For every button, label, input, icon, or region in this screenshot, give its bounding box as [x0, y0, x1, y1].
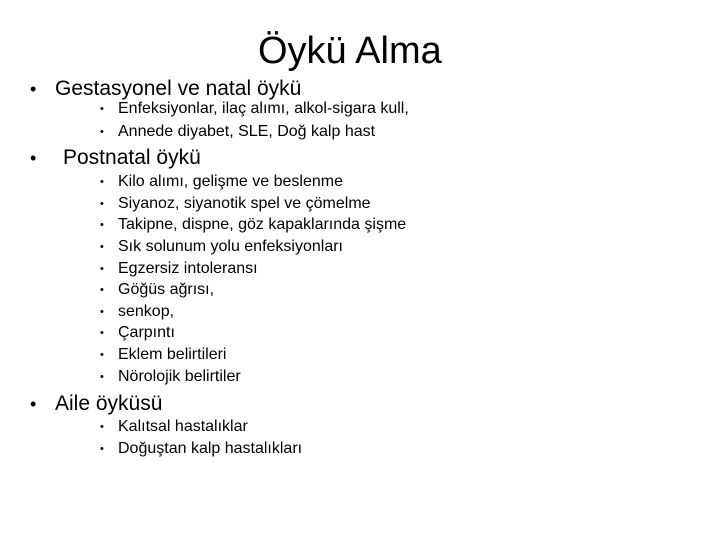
list-item-text: Kalıtsal hastalıklar — [118, 418, 248, 435]
list-item — [100, 215, 406, 235]
list-item — [100, 302, 174, 322]
bullet-icon: • — [30, 394, 37, 414]
list-item-text: senkop, — [118, 303, 175, 320]
list-item-text: Kilo alımı, gelişme ve beslenme — [118, 173, 343, 190]
list-item — [100, 323, 175, 343]
list-item-text: Sık solunum yolu enfeksiyonları — [118, 238, 343, 255]
list-item — [100, 417, 248, 437]
bullet-icon: • — [100, 103, 104, 115]
list-item-text: Doğuştan kalp hastalıkları — [118, 440, 303, 457]
section-heading-text: Gestasyonel ve natal öykü — [55, 77, 302, 100]
bullet-icon: • — [100, 126, 104, 138]
list-item — [100, 194, 371, 214]
list-item-text: Egzersiz intoleransı — [118, 260, 258, 277]
section-heading-text: Aile öyküsü — [55, 392, 163, 415]
section-heading-family — [30, 391, 162, 417]
bullet-icon: • — [100, 241, 104, 253]
bullet-icon: • — [100, 327, 104, 339]
bullet-icon: • — [100, 371, 104, 383]
bullet-icon: • — [100, 198, 104, 210]
section-heading-postnatal — [30, 145, 201, 171]
list-item — [100, 172, 343, 192]
bullet-icon: • — [100, 349, 104, 361]
list-item — [100, 280, 214, 300]
bullet-icon: • — [30, 79, 37, 99]
list-item-text: Siyanoz, siyanotik spel ve çömelme — [118, 195, 371, 212]
list-item — [100, 367, 241, 387]
list-item — [100, 237, 343, 257]
list-item-text: Enfeksiyonlar, ilaç alımı, alkol-sigara kull, — [118, 100, 409, 117]
bullet-icon: • — [100, 306, 104, 318]
bullet-icon: • — [100, 176, 104, 188]
bullet-icon: • — [100, 284, 104, 296]
list-item-text: Nörolojik belirtiler — [118, 368, 241, 385]
bullet-icon: • — [100, 263, 104, 275]
list-item-text: Çarpıntı — [118, 324, 175, 341]
list-item — [100, 259, 258, 279]
bullet-icon: • — [100, 219, 104, 231]
bullet-icon: • — [100, 443, 104, 455]
list-item-text: Takipne, dispne, göz kapaklarında şişme — [118, 216, 407, 233]
list-item — [100, 99, 409, 119]
slide-title: Öykü Alma — [258, 30, 442, 72]
list-item — [100, 439, 302, 459]
list-item — [100, 345, 226, 365]
list-item — [100, 122, 375, 142]
bullet-icon: • — [30, 148, 37, 168]
list-item-text: Eklem belirtileri — [118, 346, 227, 363]
bullet-icon: • — [100, 421, 104, 433]
section-heading-text: Postnatal öykü — [63, 146, 201, 169]
list-item-text: Göğüs ağrısı, — [118, 281, 215, 298]
list-item-text: Annede diyabet, SLE, Doğ kalp hast — [118, 123, 376, 140]
